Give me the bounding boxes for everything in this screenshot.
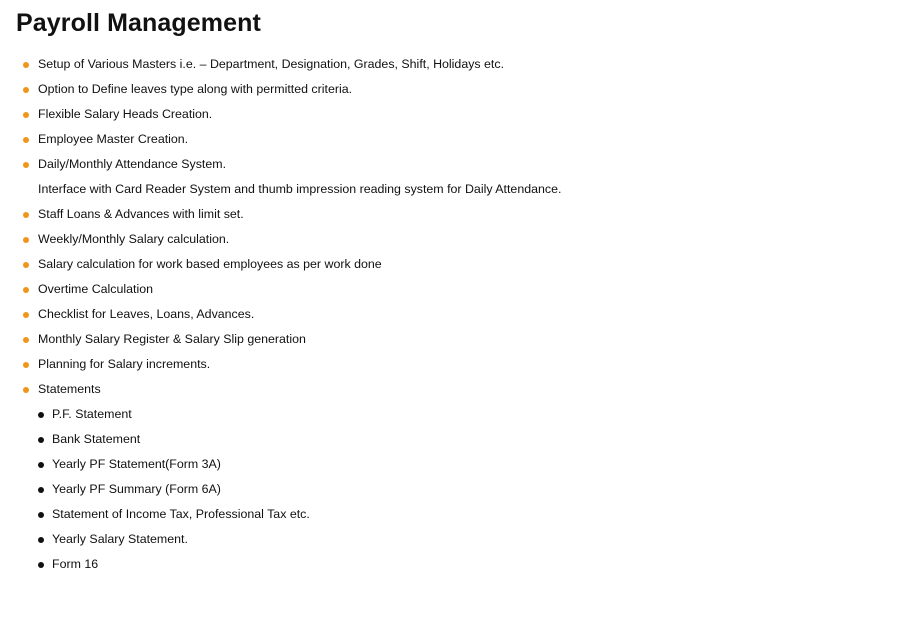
black-bullet-icon [38, 487, 44, 493]
black-bullet-icon [38, 462, 44, 468]
list-item-text: Daily/Monthly Attendance System. [38, 157, 227, 171]
black-bullet-icon [38, 437, 44, 443]
sub-list-item-text: Yearly PF Statement(Form 3A) [52, 457, 221, 471]
list-item-text: Checklist for Leaves, Loans, Advances. [38, 307, 255, 321]
orange-bullet-icon [23, 112, 29, 118]
sub-list-item-text: Statement of Income Tax, Professional Tax etc. [52, 507, 310, 521]
orange-bullet-icon [23, 62, 29, 68]
orange-bullet-icon [23, 337, 29, 343]
orange-bullet-icon [23, 312, 29, 318]
list-item-text: Setup of Various Masters i.e. – Department, Designation, Grades, Shift, Holidays etc. [38, 57, 505, 71]
list-item-text: Interface with Card Reader System and thumb impression reading system for Daily Attendance. [38, 182, 562, 196]
orange-bullet-icon [23, 87, 29, 93]
orange-bullet-icon [23, 162, 29, 168]
black-bullet-icon [38, 562, 44, 568]
orange-bullet-icon [23, 137, 29, 143]
sub-list-item-text: Form 16 [52, 557, 99, 571]
orange-bullet-icon [23, 237, 29, 243]
list-item-text: Statements [38, 382, 101, 396]
orange-bullet-icon [23, 387, 29, 393]
list-item-text: Weekly/Monthly Salary calculation. [38, 232, 230, 246]
list-item-text: Employee Master Creation. [38, 132, 189, 146]
black-bullet-icon [38, 412, 44, 418]
black-bullet-icon [38, 512, 44, 518]
list-item-text: Monthly Salary Register & Salary Slip generation [38, 332, 306, 346]
orange-bullet-icon [23, 212, 29, 218]
sub-list-item-text: Bank Statement [52, 432, 141, 446]
list-item-text: Overtime Calculation [38, 282, 154, 296]
orange-bullet-icon [23, 262, 29, 268]
orange-bullet-icon [23, 362, 29, 368]
list-item-text: Option to Define leaves type along with permitted criteria. [38, 82, 353, 96]
list-item-text: Planning for Salary increments. [38, 357, 211, 371]
sub-list-item-text: Yearly Salary Statement. [52, 532, 188, 546]
sub-list-item-text: Yearly PF Summary (Form 6A) [52, 482, 221, 496]
page-title: Payroll Management [16, 9, 261, 37]
list-item-text: Salary calculation for work based employees as per work done [38, 257, 382, 271]
orange-bullet-icon [23, 287, 29, 293]
list-item-text: Flexible Salary Heads Creation. [38, 107, 213, 121]
list-item-text: Staff Loans & Advances with limit set. [38, 207, 244, 221]
black-bullet-icon [38, 537, 44, 543]
sub-list-item-text: P.F. Statement [52, 407, 132, 421]
